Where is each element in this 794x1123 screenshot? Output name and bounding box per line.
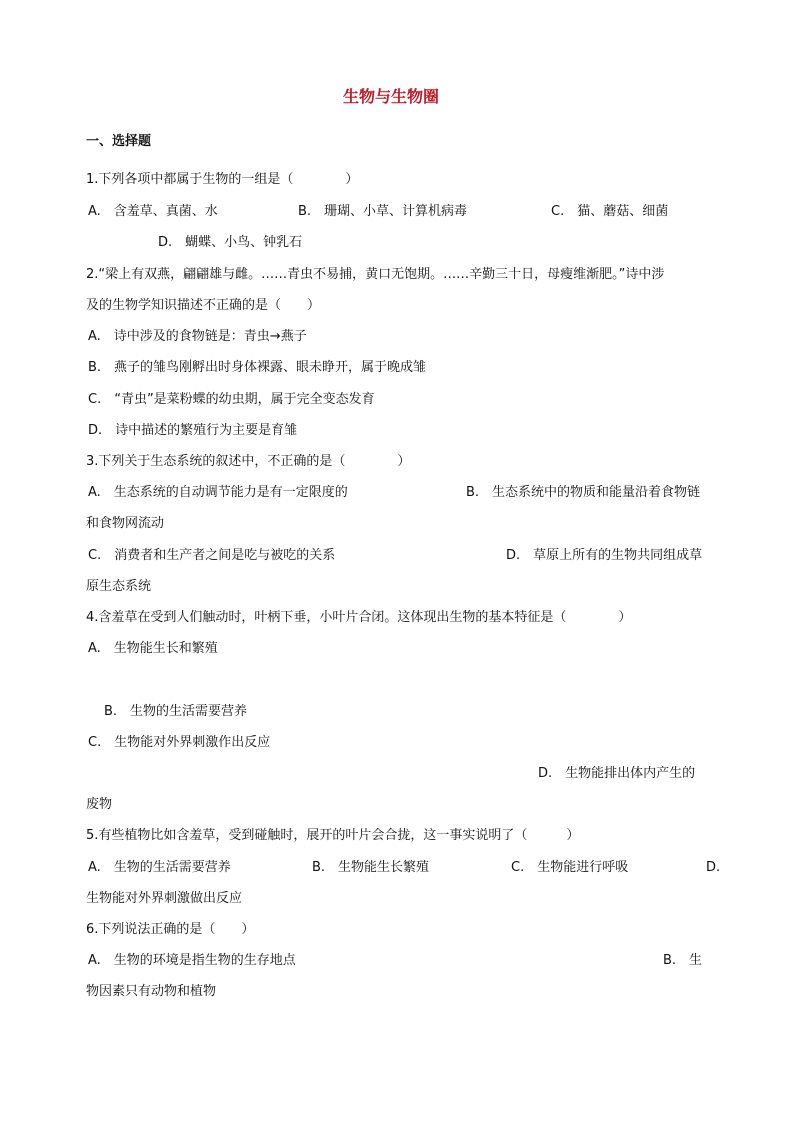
question-2-option-a: A. 诗中涉及的食物链是：青虫→燕子	[88, 329, 307, 344]
question-6-option-a: A. 生物的环境是指生物的生存地点	[88, 953, 296, 968]
question-6-option-b: B. 生	[663, 953, 703, 968]
question-4-option-c: C. 生物能对外界刺激作出反应	[88, 735, 271, 750]
question-3-option-a: A. 生态系统的自动调节能力是有一定限度的	[88, 485, 348, 500]
question-3-option-c: C. 消费者和生产者之间是吃与被吃的关系	[88, 548, 336, 563]
question-6-option-b-continued: 物因素只有动物和植物	[86, 984, 217, 999]
question-2-option-c: C. “青虫”是菜粉蝶的幼虫期，属于完全变态发育	[88, 392, 375, 407]
question-4-option-a: A. 生物能生长和繁殖	[88, 641, 218, 656]
question-5-option-d: D.	[706, 860, 721, 875]
page-title: 生物与生物圈	[343, 87, 440, 106]
question-1-option-c: C. 猫、蘑菇、细菌	[551, 204, 669, 219]
question-3-option-b: B. 生态系统中的物质和能量沿着食物链	[466, 485, 701, 500]
question-1-stem: 1.下列各项中都属于生物的一组是（ ）	[86, 172, 359, 187]
question-1-option-b: B. 珊瑚、小草、计算机病毒	[298, 204, 468, 219]
question-4-option-b: B. 生物的生活需要营养	[104, 704, 248, 719]
question-5-stem: 5.有些植物比如含羞草，受到碰触时，展开的叶片会合拢，这一事实说明了（ ）	[86, 828, 580, 843]
question-4-option-d: D. 生物能排出体内产生的	[538, 766, 696, 781]
question-1-option-d: D. 蝴蝶、小鸟、钟乳石	[158, 235, 303, 250]
section-heading: 一、选择题	[86, 134, 152, 149]
question-1-option-a: A. 含羞草、真菌、水	[88, 204, 218, 219]
question-3-option-d: D. 草原上所有的生物共同组成草	[506, 548, 703, 563]
question-6-stem: 6.下列说法正确的是（ ）	[86, 922, 255, 937]
question-5-option-b: B. 生物能生长繁殖	[312, 860, 430, 875]
question-3-option-d-continued: 原生态系统	[86, 579, 152, 594]
question-5-option-c: C. 生物能进行呼吸	[511, 860, 629, 875]
question-3-stem: 3.下列关于生态系统的叙述中，不正确的是（ ）	[86, 454, 411, 469]
question-4-stem: 4.含羞草在受到人们触动时，叶柄下垂，小叶片合闭。这体现出生物的基本特征是（ ）	[86, 610, 632, 625]
question-5-option-a: A. 生物的生活需要营养	[88, 860, 231, 875]
question-4-option-d-continued: 废物	[86, 797, 113, 812]
question-2-stem-line-2: 及的生物学知识描述不正确的是（ ）	[86, 298, 321, 313]
question-2-stem-line-1: 2.“梁上有双燕，翩翩雄与雌。……青虫不易捕，黄口无饱期。……辛勤三十日，母瘦维渐肥。”诗中涉	[86, 267, 665, 282]
question-3-option-b-continued: 和食物网流动	[86, 516, 165, 531]
question-2-option-d: D. 诗中描述的繁殖行为主要是育雏	[88, 423, 298, 438]
question-5-option-d-continued: 生物能对外界刺激做出反应	[86, 891, 243, 906]
question-2-option-b: B. 燕子的雏鸟刚孵出时身体裸露、眼未睁开，属于晚成雏	[88, 360, 427, 375]
